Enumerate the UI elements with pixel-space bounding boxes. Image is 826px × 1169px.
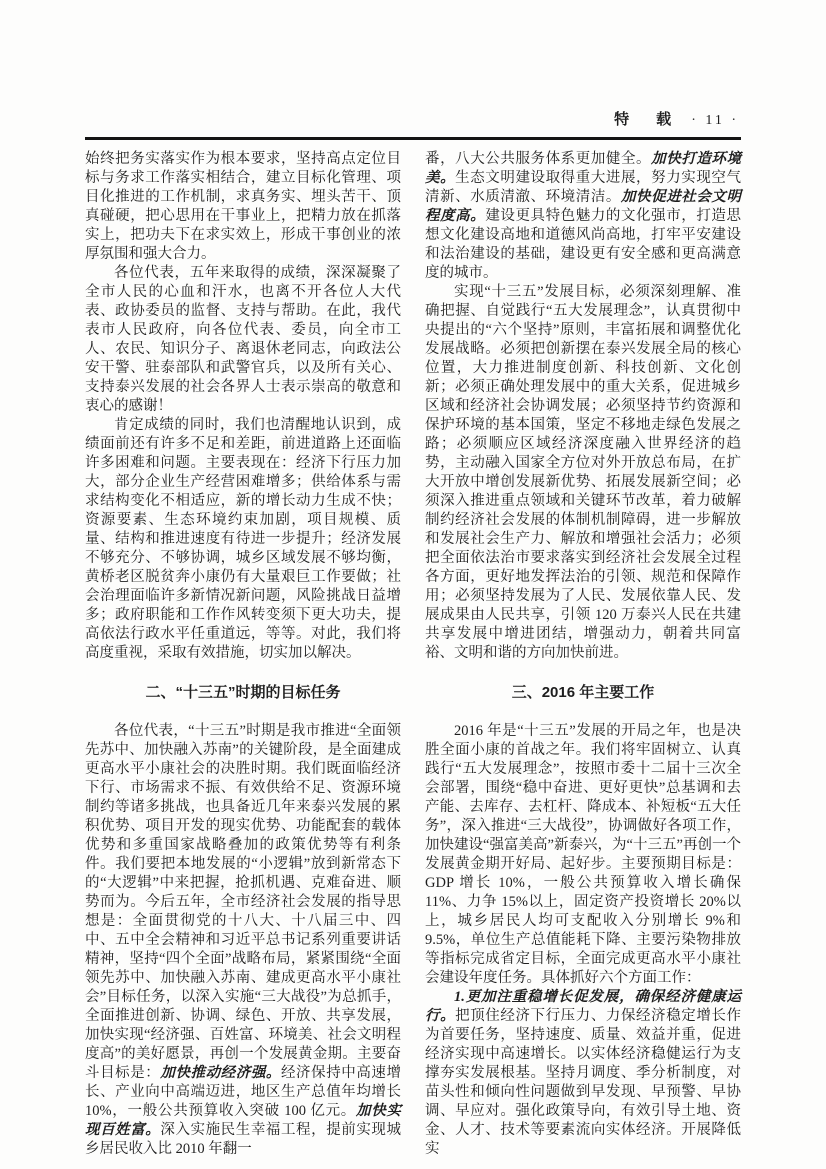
text-run: 各位代表，“十三五”时期是我市推进“全面领先苏中、加快融入苏南”的关键阶段，是全面建成更高水平小康社会的决胜时期。我们既面临经济下行、市场需求不振、有效供给不足、资源环境制约等诸多挑战，也具备近几年来泰兴发展的累积优势、项目开发的现实优势、功能配套的载体优势和多重国家战略叠加的政策优势等有利条件。我们要把本地发展的“小逻辑”放到新常态下的“大逻辑”中来把握，抢抓机遇、克难奋进、顺势而为。今后五年，全市经济社会发展的指导思想是：全面贯彻党的十八大、十八届三中、四中、五中全会精神和习近平总书记系列重要讲话精神，坚持“四个全面”战略布局，紧紧围绕“全面领先苏中、加快融入苏南、建成更高水平小康社会”目标任务，以深入实施“三大战役”为总抓手，全面推进创新、协调、绿色、开放、共享发展，加快实现“经济强、百姓富、环境美、社会文明程度高”的美好愿景，再创一个发展黄金期。主要奋斗目标是： — [85, 723, 401, 1081]
body-paragraph — [85, 416, 401, 663]
section-heading: 三、2016 年主要工作 — [511, 684, 655, 701]
header-page-number: · 11 · — [691, 113, 739, 128]
text-run: 实现“十三五”发展目标，必须深刻理解、准确把握、自觉践行“五大发展理念”，认真贯彻中央提出的“六个坚持”原则，丰富拓展和调整优化发展战略。必须把创新摆在泰兴发展全局的核心位置，大力推进制度创新、科技创新、文化创新；必须正确处理发展中的重大关系，促进城乡区域和经济社会协调发展；必须坚持节约资源和保护环境的基本国策，坚定不移地走绿色发展之路；必须顺应区域经济深度融入世界经济的趋势，主动融入国家全方位对外开放总布局，在扩大开放中增创发展新优势、拓展发展新空间；必须深入推进重点领域和关键环节改革，着力破解制约经济社会发展的体制机制障碍，进一步解放和发展社会生产力、解放和增强社会活力；必须把全面依法治市要求落实到经济社会发展全过程各方面，更好地发挥法治的引领、规范和保障作用；必须坚持发展为了人民、发展依靠人民、发展成果由人民共享，引领 120 万泰兴人民在共建共享发展中增进团结，增强动力，朝着共同富裕、文明和谐的方向加快前进。 — [425, 284, 741, 661]
left-column — [85, 150, 401, 1159]
emphasis-run: 加快打造环境美。 — [425, 151, 741, 186]
text-run: 肯定成绩的同时，我们也清醒地认识到，成绩面前还有许多不足和差距，前进道路上还面临许多困难和问题。主要表现在：经济下行压力加大，部分企业生产经营困难增多；供给体系与需求结构变化不相适应，新的增长动力生成不快；资源要素、生态环境约束加剧，项目规模、质量、结构和推进速度有待进一步提升；经济发展不够充分、不够协调，城乡区域发展不够均衡，黄桥老区脱贫奔小康仍有大量艰巨工作要做；社会治理面临许多新情况新问题，风险挑战日益增多；政府职能和工作作风转变须下更大功夫，提高依法行政水平任重道远，等等。对此，我们将高度重视，采取有效措施，切实加以解决。 — [85, 417, 401, 661]
body-paragraph — [425, 722, 741, 988]
section-heading: 二、“十三五”时期的目标任务 — [145, 684, 341, 701]
body-paragraph — [425, 988, 741, 1159]
body-paragraph — [425, 283, 741, 663]
page-content — [85, 110, 741, 1159]
text-run: 经济保持中高速增长、产业向中高端迈进，地区生产总值年均增长 10%，一般公共预算收入突破 100 亿元。 — [85, 1065, 402, 1119]
header-section-title: 特 载 — [614, 112, 678, 128]
emphasis-run: 加快推动经济强。 — [160, 1065, 281, 1081]
header-rule — [85, 137, 741, 140]
text-run: 始终把务实落实作为根本要求，坚持高点定位目标与务求工作落实相结合，建立目标化管理、项目化推进的工作机制，求真务实、埋头苦干、顶真碰硬，把心思用在干事业上，把精力放在抓落实上，把功夫下在求实效上，形成干事创业的浓厚氛围和强大合力。 — [85, 151, 401, 262]
text-run: 把顶住经济下行压力、力保经济稳定增长作为首要任务，坚持速度、质量、效益并重，促进经济实现中高速增长。以实体经济稳健运行为支撑夯实发展根基。坚持月调度、季分析制度，对苗头性和倾向性问题做到早发现、早预警、早协调、早应对。强化政策导向，有效引导土地、资金、人才、技术等要素流向实体经济。开展降低实 — [425, 1008, 742, 1157]
text-columns — [85, 150, 741, 1159]
emphasis-run: 1.更加注重稳增长促发展，确保经济健康运行。 — [425, 989, 741, 1024]
body-paragraph — [85, 264, 401, 416]
body-paragraph — [425, 150, 741, 283]
text-run: 深入实施民生幸福工程，提前实现城乡居民收入比 2010 年翻一 — [85, 1122, 401, 1157]
text-run: 番，八大公共服务体系更加健全。 — [425, 151, 652, 167]
text-run: 生态文明建设取得重大进展，努力实现空气清新、水质清澈、环境清洁。 — [425, 170, 742, 205]
text-run: 建设更具特色魅力的文化强市，打造思想文化建设高地和道德风尚高地，打牢平安建设和法治建设的基础，建设更有安全感和更高满意度的城市。 — [425, 208, 742, 281]
body-paragraph — [85, 722, 401, 1159]
emphasis-run: 加快促进社会文明程度高。 — [425, 189, 742, 224]
right-column — [425, 150, 741, 1159]
emphasis-run: 加快实现百姓富。 — [85, 1103, 402, 1138]
text-run: 2016 年是“十三五”发展的开局之年，也是决胜全面小康的首战之年。我们将牢固树立、认真践行“五大发展理念”，按照市委十二届十三次全会部署，围绕“稳中奋进、更好更快”总基调和去产能、去库存、去杠杆、降成本、补短板“五大任务”，深入推进“三大战役”，协调做好各项工作，加快建设“强富美高”新泰兴，为“十三五”再创一个发展黄金期开好局、起好步。主要预期目标是：GDP 增长 10%，一般公共预算收入增长确保 11%、力争 15%以上，固定资产投资增长 20%以上，城乡居民人均可支配收入分别增长 9%和 9.5%，单位生产总值能耗下降、主要污染物排放等指标完成省定目标，全面完成更高水平小康社会建设年度任务。具体抓好六个方面工作： — [425, 723, 741, 986]
text-run: 各位代表，五年来取得的成绩，深深凝聚了全市人民的心血和汗水，也离不开各位人大代表、政协委员的监督、支持与帮助。在此，我代表市人民政府，向各位代表、委员，向全市工人、农民、知识分子、离退休老同志，向政法公安干警、驻泰部队和武警官兵，以及所有关心、支持泰兴发展的社会各界人士表示崇高的敬意和衷心的感谢！ — [85, 265, 401, 414]
body-paragraph — [85, 150, 401, 264]
page-header — [85, 110, 741, 137]
